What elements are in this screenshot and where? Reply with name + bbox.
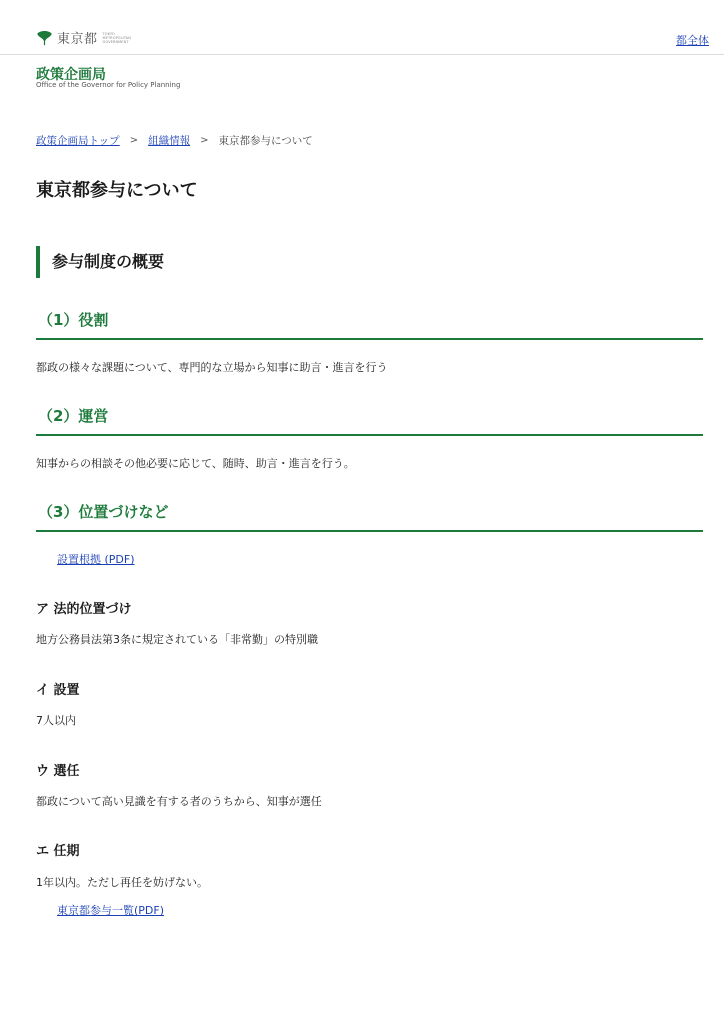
subsection-heading-positioning: （3）位置づけなど xyxy=(36,500,703,532)
section-title: 参与制度の概要 xyxy=(36,246,164,278)
ginkgo-leaf-icon xyxy=(36,29,53,46)
tokyo-logo-text: 東京都 xyxy=(57,32,98,47)
top-link-all-tokyo[interactable]: 都全体 xyxy=(676,34,709,47)
chevron-right-icon: > xyxy=(129,135,139,146)
site-header xyxy=(0,0,724,55)
breadcrumb-link-bureau-top[interactable]: 政策企画局トップ xyxy=(36,135,120,147)
item-text-legal-status: 地方公務員法第3条に規定されている「非常勤」の特別職 xyxy=(36,633,318,646)
basis-pdf-link[interactable]: 設置根拠 (PDF) xyxy=(57,553,135,566)
breadcrumb-link-organization[interactable]: 組織情報 xyxy=(148,135,191,147)
tokyo-logo-english: TOKYO METROPOLITAN GOVERNMENT xyxy=(102,31,131,44)
tokyo-logo[interactable] xyxy=(36,28,133,47)
subsection-heading-operation: （2）運営 xyxy=(36,404,703,436)
bureau-name[interactable]: 政策企画局 xyxy=(36,67,106,83)
advisors-list-pdf-link[interactable]: 東京都参与一覧(PDF) xyxy=(57,904,165,917)
subsection-heading-role: （1）役割 xyxy=(36,308,703,340)
breadcrumb-current: 東京都参与について xyxy=(218,135,313,147)
item-text-term: 1年以内。ただし再任を妨げない。 xyxy=(36,876,208,889)
item-heading-legal-status: ア 法的位置づけ xyxy=(36,602,132,617)
item-text-establishment: 7人以内 xyxy=(36,714,76,727)
subsection-text-operation: 知事からの相談その他必要に応じて、随時、助言・進言を行う。 xyxy=(36,457,355,470)
breadcrumb xyxy=(36,133,313,148)
subsection-text-role: 都政の様々な課題について、専門的な立場から知事に助言・進言を行う xyxy=(36,361,388,374)
bureau-name-english: Office of the Governor for Policy Planning xyxy=(36,81,181,89)
chevron-right-icon: > xyxy=(200,135,209,146)
page-title: 東京都参与について xyxy=(36,180,198,201)
item-text-appointment: 都政について高い見識を有する者のうちから、知事が選任 xyxy=(36,795,322,808)
item-heading-term: エ 任期 xyxy=(36,844,80,859)
item-heading-establishment: イ 設置 xyxy=(36,683,80,698)
item-heading-appointment: ウ 選任 xyxy=(36,764,80,779)
